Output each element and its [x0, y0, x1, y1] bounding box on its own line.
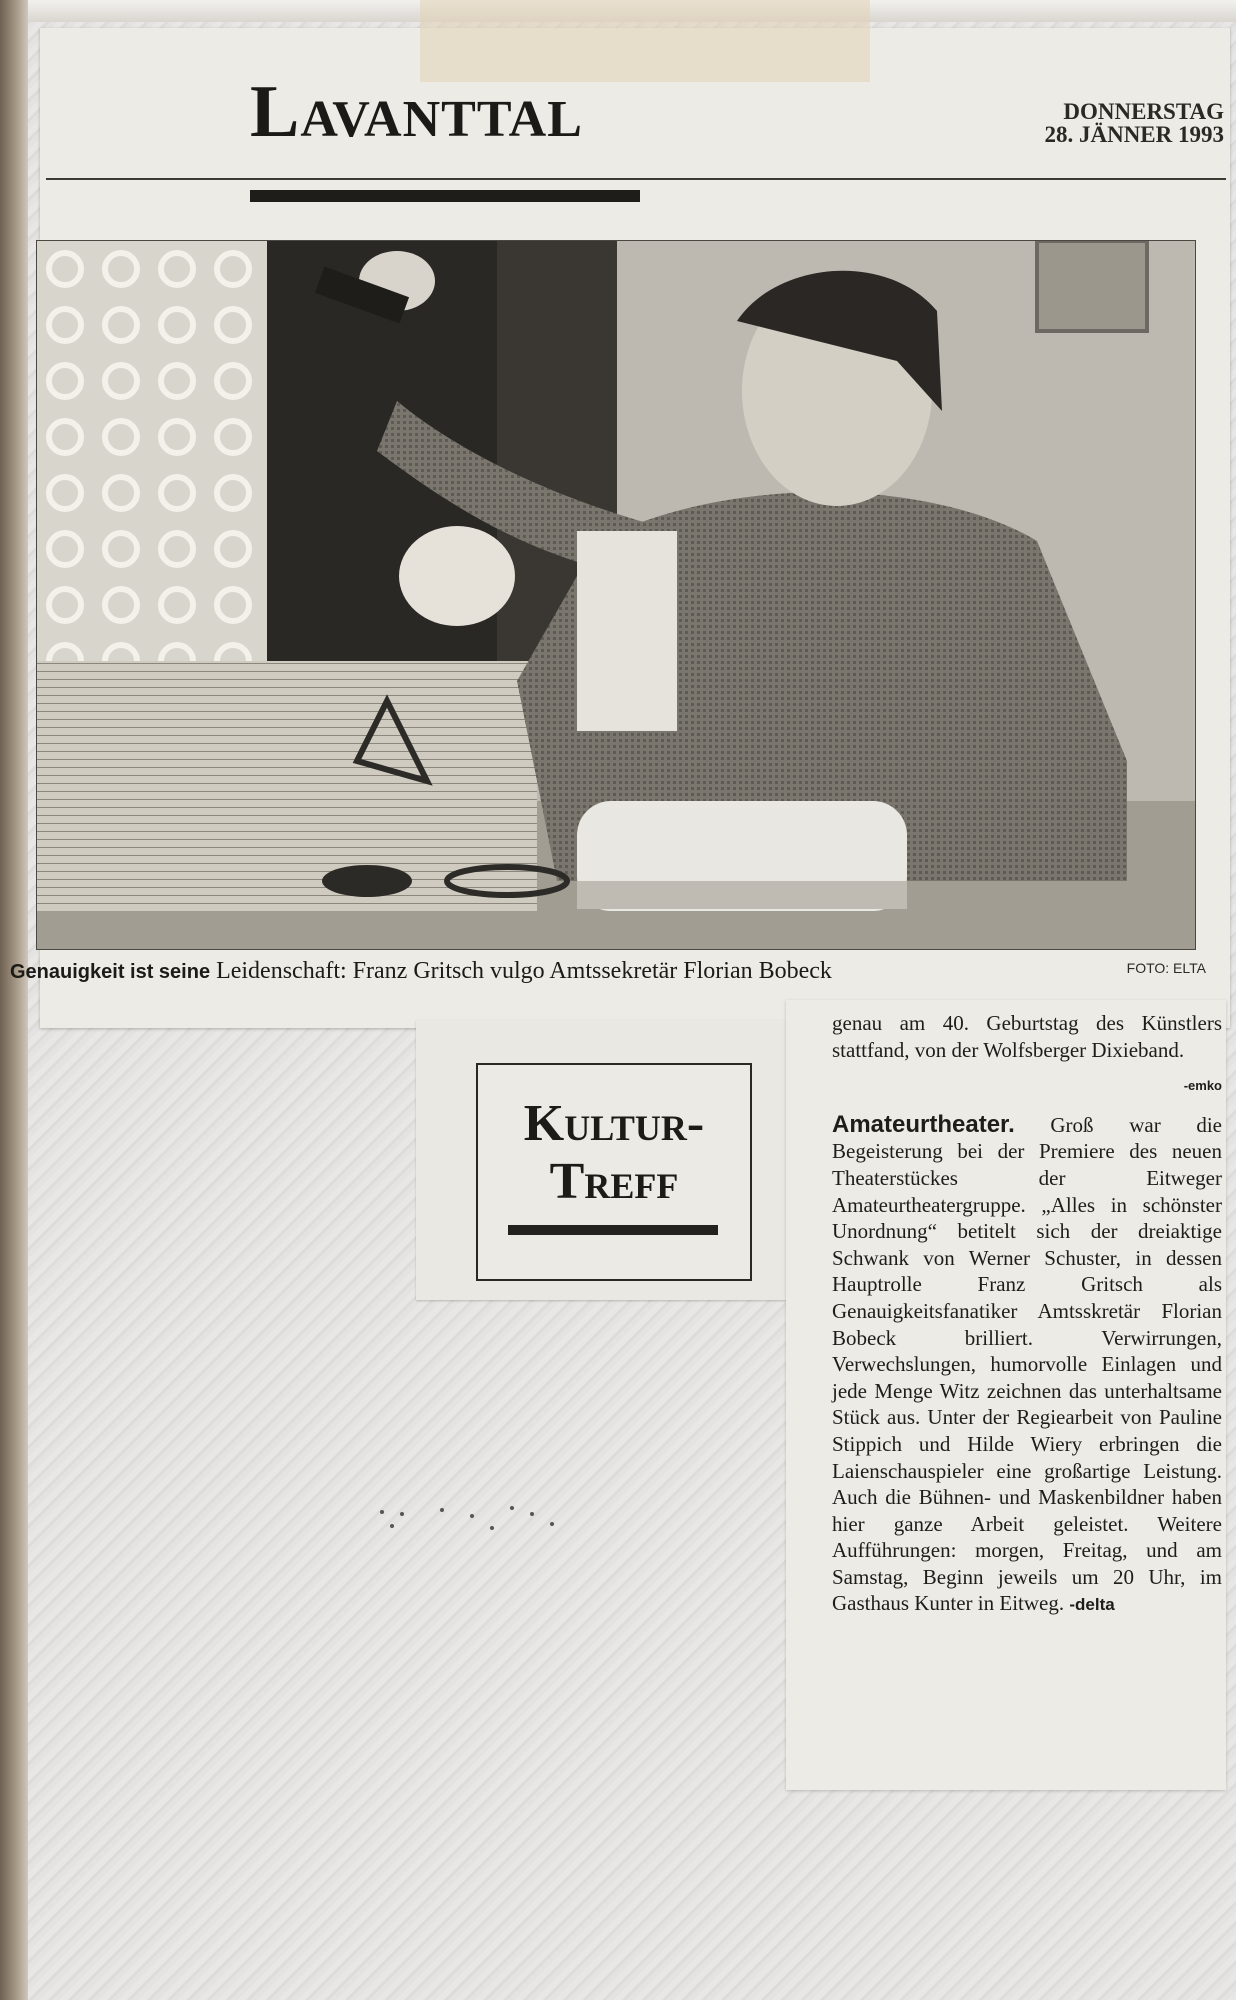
news-photo — [36, 240, 1196, 950]
section-title: Lavanttal — [250, 71, 583, 153]
kulturtreff-title-line2: Treff — [549, 1153, 679, 1210]
issue-weekday: DONNERSTAG — [1063, 99, 1224, 124]
article-lead: Amateurtheater. — [832, 1110, 1015, 1138]
kulturtreff-bar — [508, 1225, 718, 1235]
article-body — [832, 1112, 1222, 1619]
photo-illustration — [37, 241, 1195, 949]
issue-date — [1044, 100, 1224, 146]
article-body-text: Groß war die Begeisterung bei der Premiere des neuen Theaterstückes der Eitweger Amateurtheatergruppe. „Alles in schönster Unordnung“ betitelt sich der dreiaktige Schwank von Werner Schuster, in dessen Hauptrolle Franz Gritsch als Genauigkeitsfanatiker Amtsskretär Florian Bobeck brilliert. Verwirrungen, Verwechslungen, humorvolle Einlagen und jede Menge Witz zeichnen das unterhaltsame Stück aus. Unter der Regiearbeit von Pauline Stippich und Hilde Wiery erbringen die Laienschauspieler eine großartige Leistung. Auch die Bühnen- und Maskenbildner haben hier ganze Arbeit geleistet. Weitere Aufführungen: morgen, Freitag, und am Samstag, Beginn jeweils um 20 Uhr, im Gasthaus Kunter in Eitweg. — [832, 1112, 1222, 1616]
article-intro-signature: -emko — [1183, 1078, 1222, 1094]
article-intro — [832, 1010, 1222, 1094]
article-signature: -delta — [1069, 1595, 1115, 1615]
photo-caption-text: Leidenschaft: Franz Gritsch vulgo Amtssekretär Florian Bobeck — [210, 958, 832, 984]
album-binding — [0, 0, 28, 2000]
header-rule — [46, 178, 1226, 180]
article-column — [832, 1010, 1222, 1619]
photo-credit: FOTO: ELTA — [1126, 960, 1206, 976]
article-intro-text: genau am 40. Geburtstag des Künstlers stattfand, von der Wolfsberger Dixieband. — [832, 1011, 1222, 1062]
issue-day: 28. JÄNNER 1993 — [1044, 122, 1224, 147]
kulturtreff-box — [476, 1063, 752, 1281]
photo-caption-lead: Genauigkeit ist seine — [10, 961, 211, 983]
glue-dots — [380, 1500, 560, 1540]
photo-caption — [10, 958, 832, 985]
kulturtreff-title-line1: Kultur- — [523, 1095, 705, 1152]
masthead-bar — [250, 190, 640, 202]
